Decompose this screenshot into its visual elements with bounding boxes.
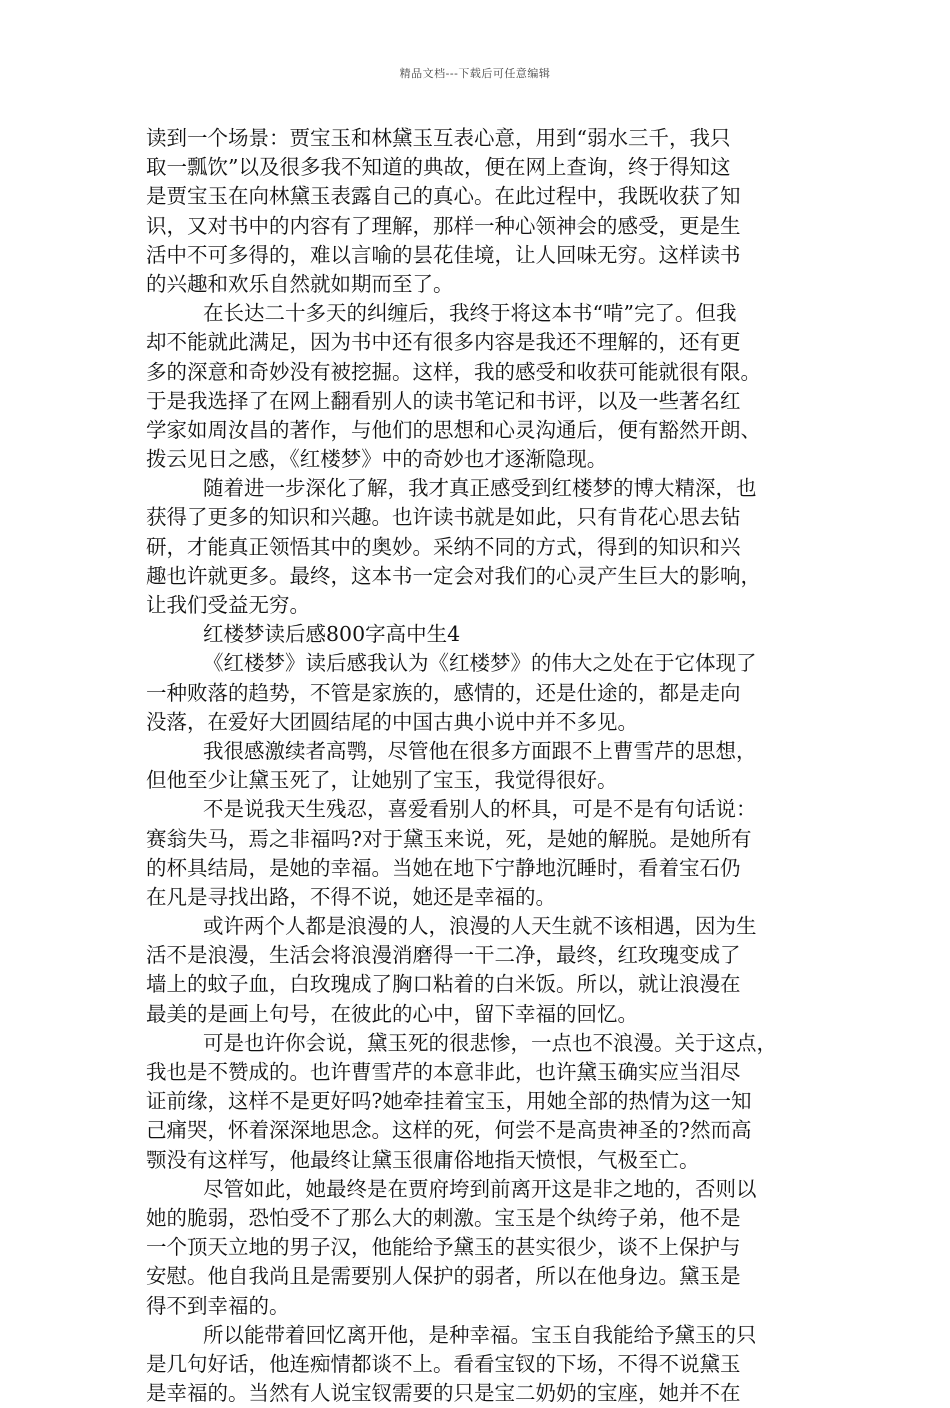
- document-body: [146, 124, 811, 1408]
- text-line: 证前缘，这样不是更好吗?她牵挂着宝玉，用她全部的热情为这一知: [146, 1089, 752, 1114]
- text-line: 的杯具结局，是她的幸福。当她在地下宁静地沉睡时，看着宝石仍: [146, 855, 741, 880]
- text-line: 是几句好话，他连痴情都谈不上。看看宝钗的下场，不得不说黛玉: [146, 1351, 741, 1376]
- text-line: 所以能带着回忆离开他，是种幸福。宝玉自我能给予黛玉的只: [203, 1322, 757, 1347]
- text-line: 活中不可多得的，难以言喻的昙花佳境，让人回味无穷。这样读书: [146, 242, 741, 267]
- text-line: 读到一个场景：贾宝玉和林黛玉互表心意，用到“弱水三千，我只: [146, 126, 731, 150]
- text-line: 一个顶天立地的男子汉，他能给予黛玉的甚实很少，谈不上保护与: [146, 1235, 741, 1260]
- text-line: 学家如周汝昌的著作，与他们的思想和心灵沟通后，便有豁然开朗、: [146, 417, 761, 442]
- text-line: 识，又对书中的内容有了理解，那样一种心领神会的感受，更是生: [146, 213, 741, 238]
- text-line: 是贾宝玉在向林黛玉表露自己的真心。在此过程中，我既收获了知: [146, 184, 741, 209]
- text-line: 颚没有这样写，他最终让黛玉很庸俗地指天愤恨，气极至亡。: [146, 1147, 700, 1172]
- text-line: 不是说我天生残忍，喜爱看别人的杯具，可是不是有句话说：: [203, 797, 757, 822]
- text-line: 没落，在爱好大团圆结尾的中国古典小说中并不多见。: [146, 709, 638, 734]
- text-line: 一种败落的趋势，不管是家族的，感情的，还是仕途的，都是走向: [146, 680, 741, 705]
- text-line: 在凡是寻找出路，不得不说，她还是幸福的。: [146, 884, 556, 909]
- text-line: 但他至少让黛玉死了，让她别了宝玉，我觉得很好。: [146, 768, 618, 793]
- text-line: 获得了更多的知识和兴趣。也许读书就是如此，只有肯花心思去钻: [146, 505, 741, 530]
- text-line: 趣也许就更多。最终，这本书一定会对我们的心灵产生巨大的影响，: [146, 563, 761, 588]
- text-line: 在长达二十多天的纠缠后，我终于将这本书“啃”完了。但我: [203, 301, 737, 326]
- text-line: 活不是浪漫，生活会将浪漫消磨得一干二净，最终，红玫瑰变成了: [146, 943, 741, 968]
- text-line: 红楼梦读后感800字高中生4: [203, 622, 461, 647]
- page-header: 精品文档---下载后可任意编辑: [399, 67, 551, 80]
- text-line: 尽管如此，她最终是在贾府垮到前离开这是非之地的，否则以: [203, 1176, 757, 1201]
- text-line: 可是也许你会说，黛玉死的很悲惨，一点也不浪漫。关于这点，: [203, 1030, 777, 1055]
- text-line: 拨云见日之感，《红楼梦》中的奇妙也才逐渐隐现。: [146, 447, 608, 472]
- text-line: 得不到幸福的。: [146, 1293, 290, 1318]
- text-line: 赛翁失马，焉之非福吗?对于黛玉来说，死，是她的解脱。是她所有: [146, 826, 752, 851]
- text-line: 取一瓢饮”以及很多我不知道的典故，便在网上查询，终于得知这: [146, 155, 731, 180]
- text-line: 最美的是画上句号，在彼此的心中，留下幸福的回忆。: [146, 1001, 638, 1026]
- text-line: 多的深意和奇妙没有被挖掘。这样，我的感受和收获可能就很有限。: [146, 359, 761, 384]
- text-line: 《红楼梦》读后感我认为《红楼梦》的伟大之处在于它体现了: [203, 651, 757, 676]
- text-line: 安慰。他自我尚且是需要别人保护的弱者，所以在他身边。黛玉是: [146, 1264, 741, 1289]
- text-line: 是幸福的。当然有人说宝钗需要的只是宝二奶奶的宝座，她并不在: [146, 1381, 741, 1406]
- text-line: 随着进一步深化了解，我才真正感受到红楼梦的博大精深，也: [203, 476, 757, 501]
- text-line: 研，才能真正领悟其中的奥妙。采纳不同的方式，得到的知识和兴: [146, 534, 741, 559]
- text-line: 于是我选择了在网上翻看别人的读书笔记和书评，以及一些著名红: [146, 388, 741, 413]
- text-line: 我很感激续者高鹗，尽管他在很多方面跟不上曹雪芹的思想，: [203, 738, 757, 763]
- text-line: 墙上的蚊子血，白玫瑰成了胸口粘着的白米饭。所以，就让浪漫在: [146, 972, 741, 997]
- text-line: 或许两个人都是浪漫的人，浪漫的人天生就不该相遇，因为生: [203, 914, 757, 939]
- text-line: 我也是不赞成的。也许曹雪芹的本意非此，也许黛玉确实应当泪尽: [146, 1060, 741, 1084]
- text-line: 己痛哭，怀着深深地思念。这样的死，何尝不是高贵神圣的?然而高: [146, 1118, 752, 1143]
- text-line: 的兴趣和欢乐自然就如期而至了。: [146, 271, 454, 296]
- text-line: 让我们受益无穷。: [146, 593, 310, 617]
- text-line: 却不能就此满足，因为书中还有很多内容是我还不理解的，还有更: [146, 330, 741, 355]
- text-line: 她的脆弱，恐怕受不了那么大的刺激。宝玉是个纨绔子弟，他不是: [146, 1205, 741, 1230]
